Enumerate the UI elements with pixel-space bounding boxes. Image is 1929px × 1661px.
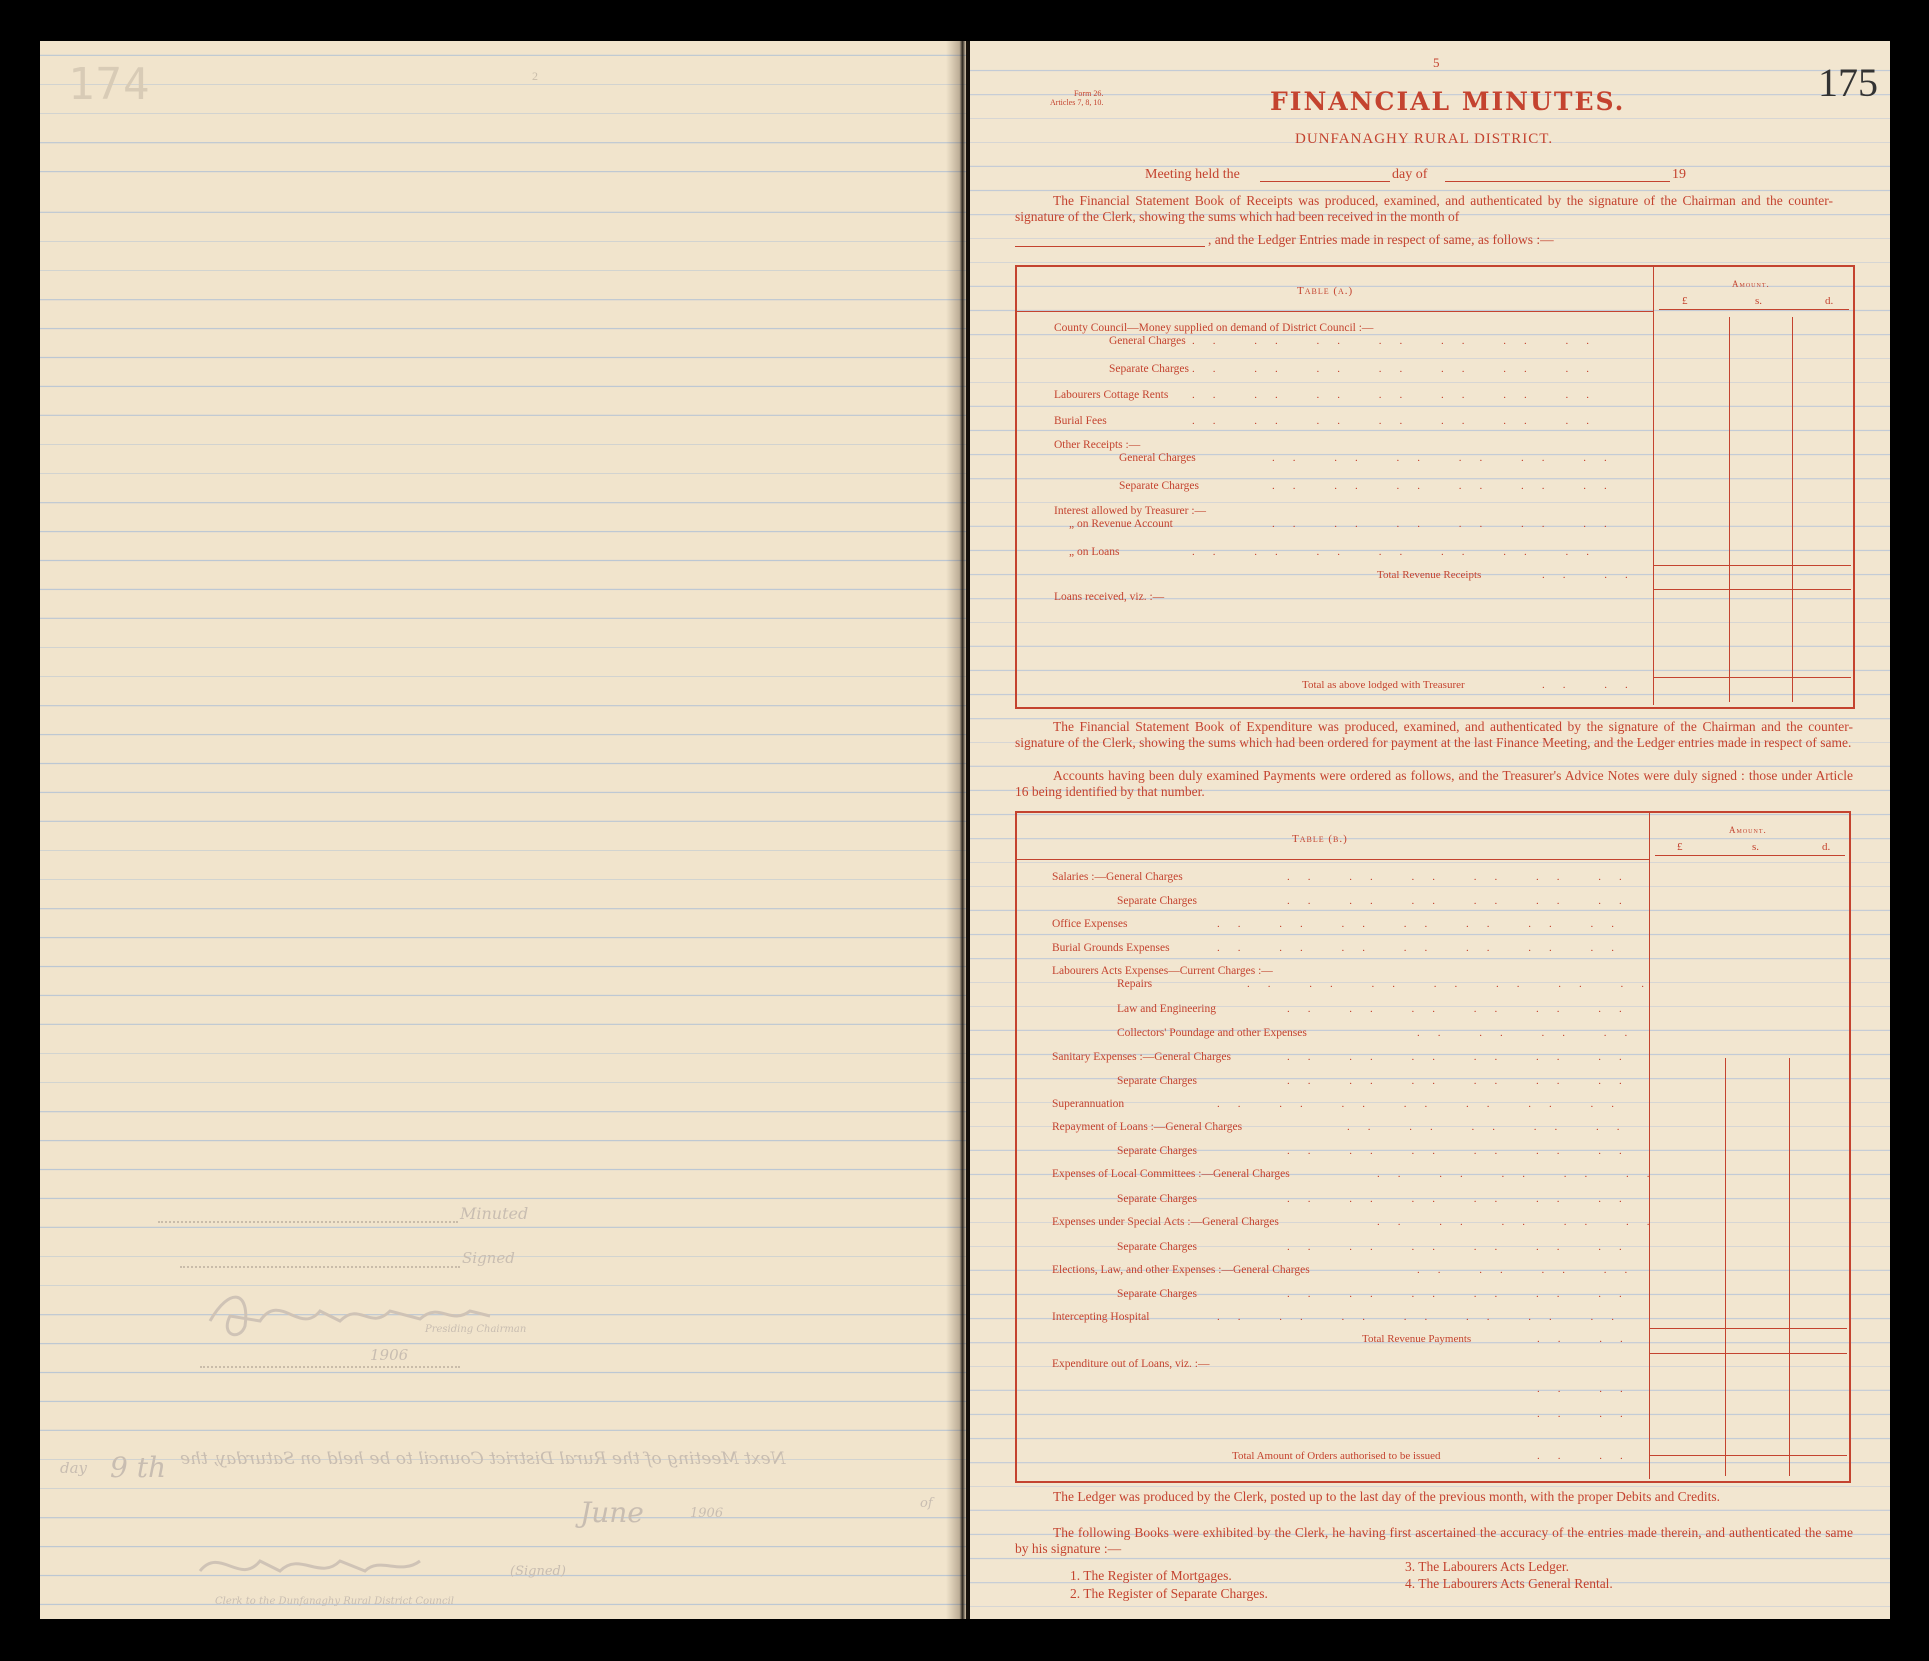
- leader-dots: .. .. .. ..: [1417, 1027, 1646, 1039]
- table-a-col-shillings: s.: [1755, 295, 1763, 307]
- leader-dots: .. .. .. .. .. .. ..: [1247, 978, 1662, 990]
- form-articles: Articles 7, 8, 10.: [1050, 98, 1104, 107]
- table-b-row: Separate Charges: [1117, 1241, 1197, 1253]
- chairman-signature: [190, 1281, 520, 1351]
- leader-dots: .. .. .. .. .. ..: [1287, 871, 1640, 883]
- table-a-total-revenue: Total Revenue Receipts: [1377, 569, 1482, 581]
- leader-dots: .. .. .. .. ..: [1377, 1168, 1668, 1180]
- table-b-col-pounds: £: [1677, 841, 1683, 853]
- table-b: [1015, 811, 1851, 1483]
- table-b-row: Expenses under Special Acts :—General Charges: [1052, 1216, 1279, 1228]
- leader-dots: .. .. .. .. .. .. ..: [1192, 415, 1607, 427]
- leader-dots: .. .. .. .. .. ..: [1287, 1145, 1640, 1157]
- table-a-amount-rule: [1659, 309, 1849, 310]
- leader-dots: .. .. .. .. .. ..: [1287, 1003, 1640, 1015]
- leader-dots: .. .. .. .. .. ..: [1272, 518, 1625, 530]
- leader-dots: .. .. .. .. .. ..: [1272, 452, 1625, 464]
- table-a-row: Labourers Cottage Rents: [1054, 389, 1169, 401]
- table-b-col-divider-1: [1725, 1058, 1726, 1476]
- table-b-amount-header: Amount.: [1729, 825, 1767, 835]
- table-a-subtotal-rule-1: [1653, 565, 1851, 566]
- expenditure-paragraph: The Financial Statement Book of Expenditure was produced, examined, and authenticated by the signature of the Chairman and the counter-signature of the Clerk, showing the sums which had been ordered for payment at the last Finance Meeting, and the Ledger entries made in respect of same.: [1015, 719, 1853, 750]
- table-b-row: Intercepting Hospital: [1052, 1311, 1150, 1323]
- leader-dots: .. .. .. .. ..: [1347, 1121, 1638, 1133]
- table-b-total-revenue: Total Revenue Payments: [1362, 1333, 1472, 1345]
- next-meeting-of-label: of: [920, 1496, 933, 1511]
- table-b-total-orders: Total Amount of Orders authorised to be issued: [1232, 1450, 1441, 1462]
- meeting-held-label: Meeting held the: [1145, 167, 1240, 182]
- next-meeting-month: June: [580, 1496, 644, 1529]
- table-b-row: Repairs: [1117, 978, 1153, 990]
- table-b-col-shillings: s.: [1752, 841, 1760, 853]
- table-b-row: Separate Charges: [1117, 1145, 1197, 1157]
- table-a-col-pence: d.: [1825, 295, 1834, 307]
- table-a-row: Other Receipts :—: [1054, 439, 1141, 451]
- table-b-row: Separate Charges: [1117, 1193, 1197, 1205]
- year-label: 19: [1672, 167, 1686, 182]
- leader-dots: .. .. .. ..: [1417, 1264, 1646, 1276]
- table-b-row: Separate Charges: [1117, 1288, 1197, 1300]
- leader-dots: .. .. .. .. .. ..: [1287, 1288, 1640, 1300]
- table-a-row: County Council—Money supplied on demand of District Council :—: [1054, 322, 1374, 334]
- table-b-title: Table (b.): [1292, 833, 1348, 845]
- table-b-expenditure-loans: Expenditure out of Loans, viz. :—: [1052, 1358, 1210, 1370]
- table-b-row: Labourers Acts Expenses—Current Charges :—: [1052, 965, 1273, 977]
- form-number: Form 26.: [1073, 89, 1104, 98]
- leader-dots: .. ..: [1542, 569, 1646, 581]
- table-b-row: Elections, Law, and other Expenses :—General Charges: [1052, 1264, 1310, 1276]
- receipts-paragraph: The Financial Statement Book of Receipts was produced, examined, and authenticated by the signature of the Chairman and the counter-signature of the Clerk, showing the sums which had been received in the month of: [1015, 193, 1833, 224]
- table-b-row: Burial Grounds Expenses: [1052, 942, 1170, 954]
- leader-dots: .. .. .. .. ..: [1377, 1216, 1668, 1228]
- table-a-subtotal-rule-2: [1653, 589, 1851, 590]
- receipts-paragraph-end: , and the Ledger Entries made in respect of same, as follows :—: [1208, 232, 1554, 247]
- next-meeting-text: Next Meeting of the Rural District Council to be held on Saturday, the: [180, 1449, 786, 1469]
- accounts-paragraph: Accounts having been duly examined Payments were ordered as follows, and the Treasurer's Advice Notes were duly signed : those under Article 16 being identified by that number.: [1015, 768, 1853, 799]
- form-reference: [1050, 89, 1103, 107]
- leader-dots: .. ..: [1537, 1450, 1641, 1462]
- right-page-number: 175: [1818, 60, 1878, 105]
- table-b-row: Law and Engineering: [1117, 1003, 1216, 1015]
- table-a-row: General Charges: [1119, 452, 1196, 464]
- table-b-subtotal-rule-2: [1649, 1353, 1847, 1354]
- minuted-line: [158, 1221, 458, 1223]
- leader-dots: .. .. .. .. .. .. ..: [1217, 918, 1632, 930]
- book-item: 1. The Register of Mortgages.: [1070, 1568, 1232, 1583]
- leader-dots: .. .. .. .. .. .. ..: [1217, 942, 1632, 954]
- table-a-total-rule: [1653, 677, 1851, 678]
- meeting-month-blank: [1445, 181, 1670, 182]
- leader-dots: .. .. .. .. .. ..: [1287, 895, 1640, 907]
- clerk-signature: [190, 1536, 430, 1596]
- minuted-label: Minuted: [460, 1204, 529, 1223]
- table-b-row: Collectors' Poundage and other Expenses: [1117, 1027, 1307, 1039]
- table-a-col-divider-2: [1792, 317, 1793, 702]
- book-item: 4. The Labourers Acts General Rental.: [1405, 1576, 1613, 1591]
- leader-dots: .. .. .. .. .. ..: [1287, 1075, 1640, 1087]
- right-page-mark: 5: [1433, 55, 1440, 70]
- table-b-row: Sanitary Expenses :—General Charges: [1052, 1051, 1231, 1063]
- left-page-mark: 2: [532, 69, 538, 83]
- table-a-row: „ on Revenue Account: [1069, 518, 1173, 530]
- signed-line: [180, 1266, 460, 1268]
- leader-dots: .. .. .. .. .. ..: [1287, 1241, 1640, 1253]
- signature-date: 1906: [370, 1346, 409, 1364]
- next-meeting-day-label: day: [60, 1459, 88, 1477]
- table-b-row: Expenses of Local Committees :—General Charges: [1052, 1168, 1290, 1180]
- book-item: 2. The Register of Separate Charges.: [1070, 1586, 1268, 1601]
- table-a-row: Separate Charges: [1119, 480, 1199, 492]
- leader-dots: .. ..: [1537, 1333, 1641, 1345]
- left-page: [40, 41, 966, 1619]
- table-a-header-rule: [1017, 311, 1653, 312]
- table-b-col-pence: d.: [1822, 841, 1831, 853]
- clerk-label: Clerk to the Dunfanaghy Rural District Council: [215, 1596, 454, 1607]
- books-paragraph: The following Books were exhibited by the Clerk, he having first ascertained the accuracy of the entries made therein, and authenticated the same by his signature :—: [1015, 1525, 1853, 1556]
- signed-label: Signed: [462, 1249, 515, 1267]
- next-meeting-day: 9 th: [110, 1451, 166, 1484]
- table-b-amount-divider: [1649, 813, 1650, 1479]
- leader-dots: .. .. .. .. .. .. ..: [1192, 546, 1607, 558]
- leader-dots: .. .. .. .. .. .. ..: [1192, 335, 1607, 347]
- table-a-col-pounds: £: [1682, 295, 1688, 307]
- leader-dots: .. .. .. .. .. .. ..: [1192, 363, 1607, 375]
- table-a-total-lodged: Total as above lodged with Treasurer: [1302, 679, 1465, 691]
- leader-dots: .. ..: [1542, 679, 1646, 691]
- table-b-row: Office Expenses: [1052, 918, 1128, 930]
- signed-label-2: (Signed): [510, 1564, 566, 1579]
- table-a-col-divider-1: [1729, 317, 1730, 702]
- presiding-chairman-label: Presiding Chairman: [425, 1324, 527, 1335]
- table-b-amount-rule: [1655, 855, 1845, 856]
- page-title: FINANCIAL MINUTES.: [1270, 87, 1626, 116]
- table-a-amount-header: Amount.: [1732, 279, 1770, 289]
- table-a-row: General Charges: [1109, 335, 1186, 347]
- leader-dots: .. .. .. .. .. .. ..: [1217, 1098, 1632, 1110]
- table-b-total-rule: [1649, 1455, 1847, 1456]
- table-b-subtotal-rule-1: [1649, 1328, 1847, 1329]
- ledger-paragraph: The Ledger was produced by the Clerk, posted up to the last day of the previous month, with the proper Debits and Credits.: [1053, 1489, 1720, 1504]
- table-a-row: Separate Charges: [1109, 363, 1189, 375]
- leader-dots: .. .. .. .. .. ..: [1287, 1193, 1640, 1205]
- leader-dots: .. ..: [1537, 1408, 1641, 1420]
- table-b-row: Separate Charges: [1117, 1075, 1197, 1087]
- table-b-row: Separate Charges: [1117, 895, 1197, 907]
- next-meeting-year: 1906: [690, 1506, 724, 1521]
- table-a-row: Burial Fees: [1054, 415, 1107, 427]
- page-subtitle: DUNFANAGHY RURAL DISTRICT.: [1295, 131, 1554, 147]
- day-of-label: day of: [1392, 167, 1428, 182]
- left-page-number: 174: [68, 59, 151, 110]
- book-item: 3. The Labourers Acts Ledger.: [1405, 1559, 1569, 1574]
- table-a-row: „ on Loans: [1069, 546, 1120, 558]
- leader-dots: .. .. .. .. .. ..: [1287, 1051, 1640, 1063]
- table-b-col-divider-2: [1789, 1058, 1790, 1476]
- leader-dots: .. .. .. .. .. .. ..: [1217, 1311, 1632, 1323]
- table-a: [1015, 265, 1855, 709]
- table-a-amount-divider: [1653, 267, 1654, 705]
- table-a-loans-received: Loans received, viz. :—: [1054, 591, 1165, 603]
- right-page: [970, 41, 1890, 1619]
- date-line: [200, 1366, 460, 1368]
- table-a-title: Table (a.): [1297, 285, 1354, 297]
- table-b-row: Salaries :—General Charges: [1052, 871, 1183, 883]
- receipts-month-blank: [1015, 246, 1205, 247]
- meeting-day-blank: [1260, 181, 1390, 182]
- leader-dots: .. ..: [1537, 1383, 1641, 1395]
- table-a-row: Interest allowed by Treasurer :—: [1054, 505, 1207, 517]
- leader-dots: .. .. .. .. .. .. ..: [1192, 389, 1607, 401]
- leader-dots: .. .. .. .. .. ..: [1272, 480, 1625, 492]
- table-b-row: Superannuation: [1052, 1098, 1125, 1110]
- table-b-header-rule: [1017, 859, 1649, 860]
- table-b-row: Repayment of Loans :—General Charges: [1052, 1121, 1243, 1133]
